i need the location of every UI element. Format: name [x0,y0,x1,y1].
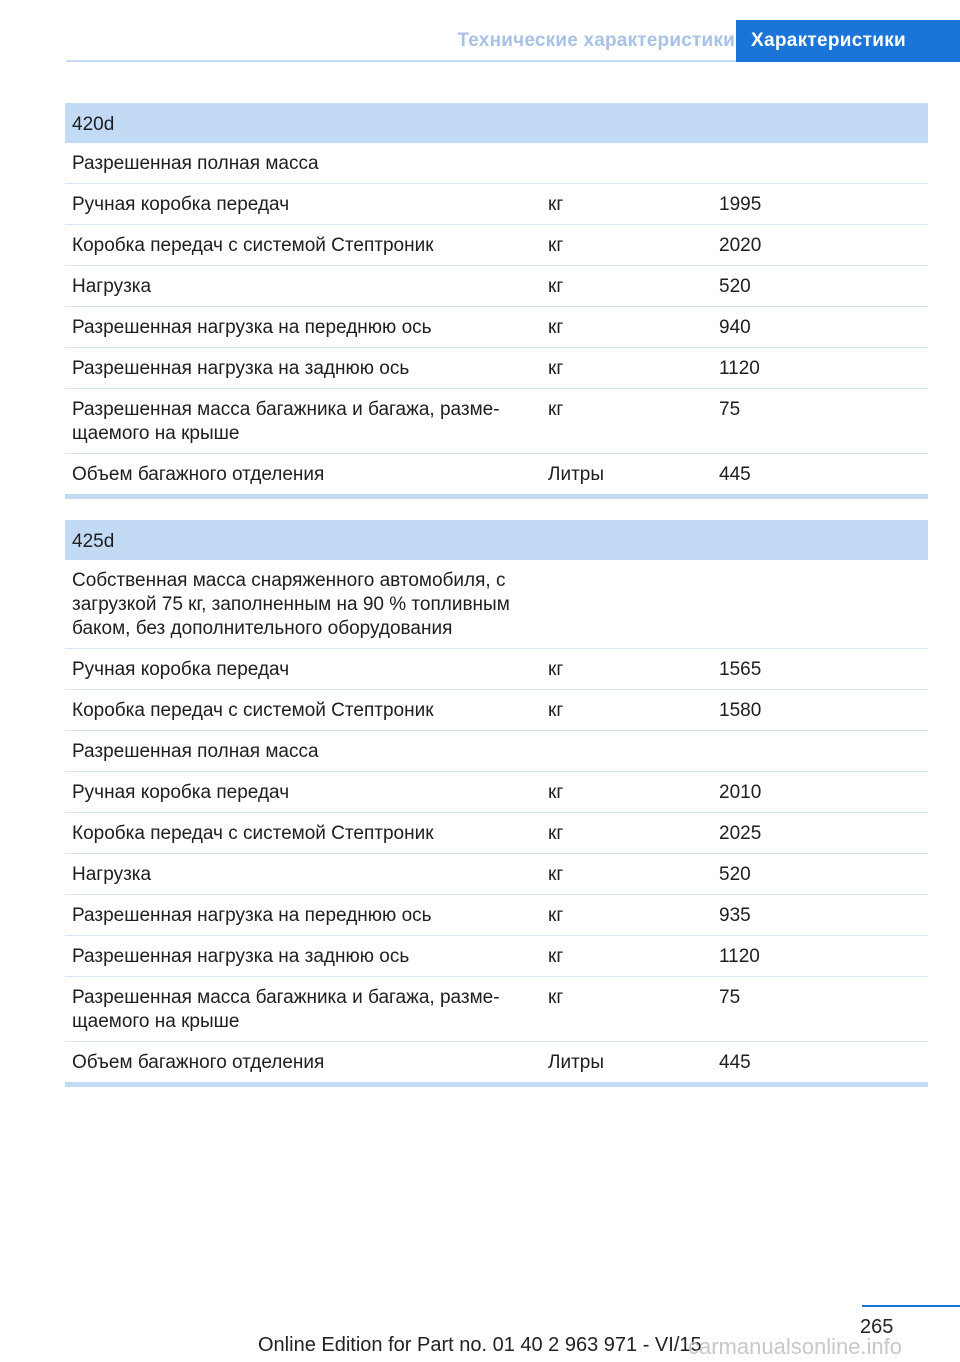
row-label: Ручная коробка передач [72,782,290,803]
row-label: Коробка передач с системой Стептроник [72,823,434,844]
table-row [65,894,928,935]
row-value: 2025 [719,823,762,844]
table-footer-bar [65,1082,928,1087]
table-header: 425d [65,520,928,560]
row-label: Разрешенная масса багажника и багажа, разме- щаемого на крыше [72,399,500,444]
row-value: 520 [719,864,751,885]
table-row [65,976,928,1041]
row-label: Разрешенная полная масса [72,741,319,762]
row-value: 75 [719,399,741,420]
row-label: Разрешенная нагрузка на заднюю ось [72,946,410,967]
spec-table-425d [65,520,928,1087]
table-row [65,853,928,894]
row-value: 1120 [719,946,760,967]
table-footer-bar [65,494,928,499]
row-unit: кг [548,700,564,721]
chapter-tab[interactable]: Характеристики [736,20,960,62]
row-unit: кг [548,946,564,967]
row-unit: кг [548,358,564,379]
row-unit: кг [548,317,564,338]
row-unit [540,569,713,641]
table-header: 420d [65,103,928,143]
row-value: 1580 [719,700,762,721]
row-unit: Литры [548,464,605,485]
row-unit [540,152,713,176]
row-unit [540,740,713,764]
table-row [65,453,928,494]
table-row [65,388,928,453]
row-label: Объем багажного отделения [72,464,325,485]
row-label: Разрешенная полная масса [72,153,319,174]
table-row [65,224,928,265]
header-line [66,60,736,62]
table-row [65,347,928,388]
row-value: 1120 [719,358,760,379]
table-row [65,648,928,689]
row-value [713,152,928,176]
watermark: carmanualsonline.info [688,1334,903,1359]
section-title: Технические характеристики [457,30,735,51]
row-unit: кг [548,235,564,256]
row-label: Разрешенная нагрузка на переднюю ось [72,905,432,926]
row-unit: кг [548,399,564,420]
table-row [65,1041,928,1082]
edition-note: Online Edition for Part no. 01 40 2 963 971 - VI/15 [258,1334,702,1356]
row-value: 2010 [719,782,762,803]
table-row [65,689,928,730]
row-unit: кг [548,823,564,844]
row-label: Ручная коробка передач [72,194,290,215]
row-value: 940 [719,317,751,338]
page-number: 265 [860,1316,894,1338]
row-value [713,569,928,641]
row-label: Ручная коробка передач [72,659,290,680]
row-unit: кг [548,194,564,215]
row-value: 1995 [719,194,762,215]
row-label: Разрешенная нагрузка на переднюю ось [72,317,432,338]
row-value: 445 [719,464,751,485]
table-body [65,143,928,494]
table-row [65,143,928,183]
row-label: Коробка передач с системой Стептроник [72,700,434,721]
page-number-rule [862,1305,960,1307]
table-row [65,560,928,648]
table-row [65,935,928,976]
row-value [713,740,928,764]
table-row [65,306,928,347]
row-value: 520 [719,276,751,297]
row-unit: Литры [548,1052,605,1073]
spec-table-420d [65,103,928,499]
row-label: Разрешенная масса багажника и багажа, разме- щаемого на крыше [72,987,500,1032]
row-value: 445 [719,1052,751,1073]
table-row [65,183,928,224]
table-row [65,812,928,853]
row-unit: кг [548,905,564,926]
row-label: Коробка передач с системой Стептроник [72,235,434,256]
row-unit: кг [548,276,564,297]
row-unit: кг [548,987,564,1008]
row-label: Нагрузка [72,864,152,885]
table-row [65,265,928,306]
row-value: 75 [719,987,741,1008]
row-label: Собственная масса снаряженного автомобиля, с загрузкой 75 кг, заполненным на 90 % топливным баком, без дополнительного оборудования [72,570,510,639]
table-row [65,730,928,771]
row-label: Разрешенная нагрузка на заднюю ось [72,358,410,379]
row-label: Нагрузка [72,276,152,297]
row-value: 935 [719,905,751,926]
row-value: 2020 [719,235,762,256]
row-value: 1565 [719,659,762,680]
table-row [65,771,928,812]
row-label: Объем багажного отделения [72,1052,325,1073]
row-unit: кг [548,782,564,803]
table-body [65,560,928,1082]
row-unit: кг [548,864,564,885]
row-unit: кг [548,659,564,680]
